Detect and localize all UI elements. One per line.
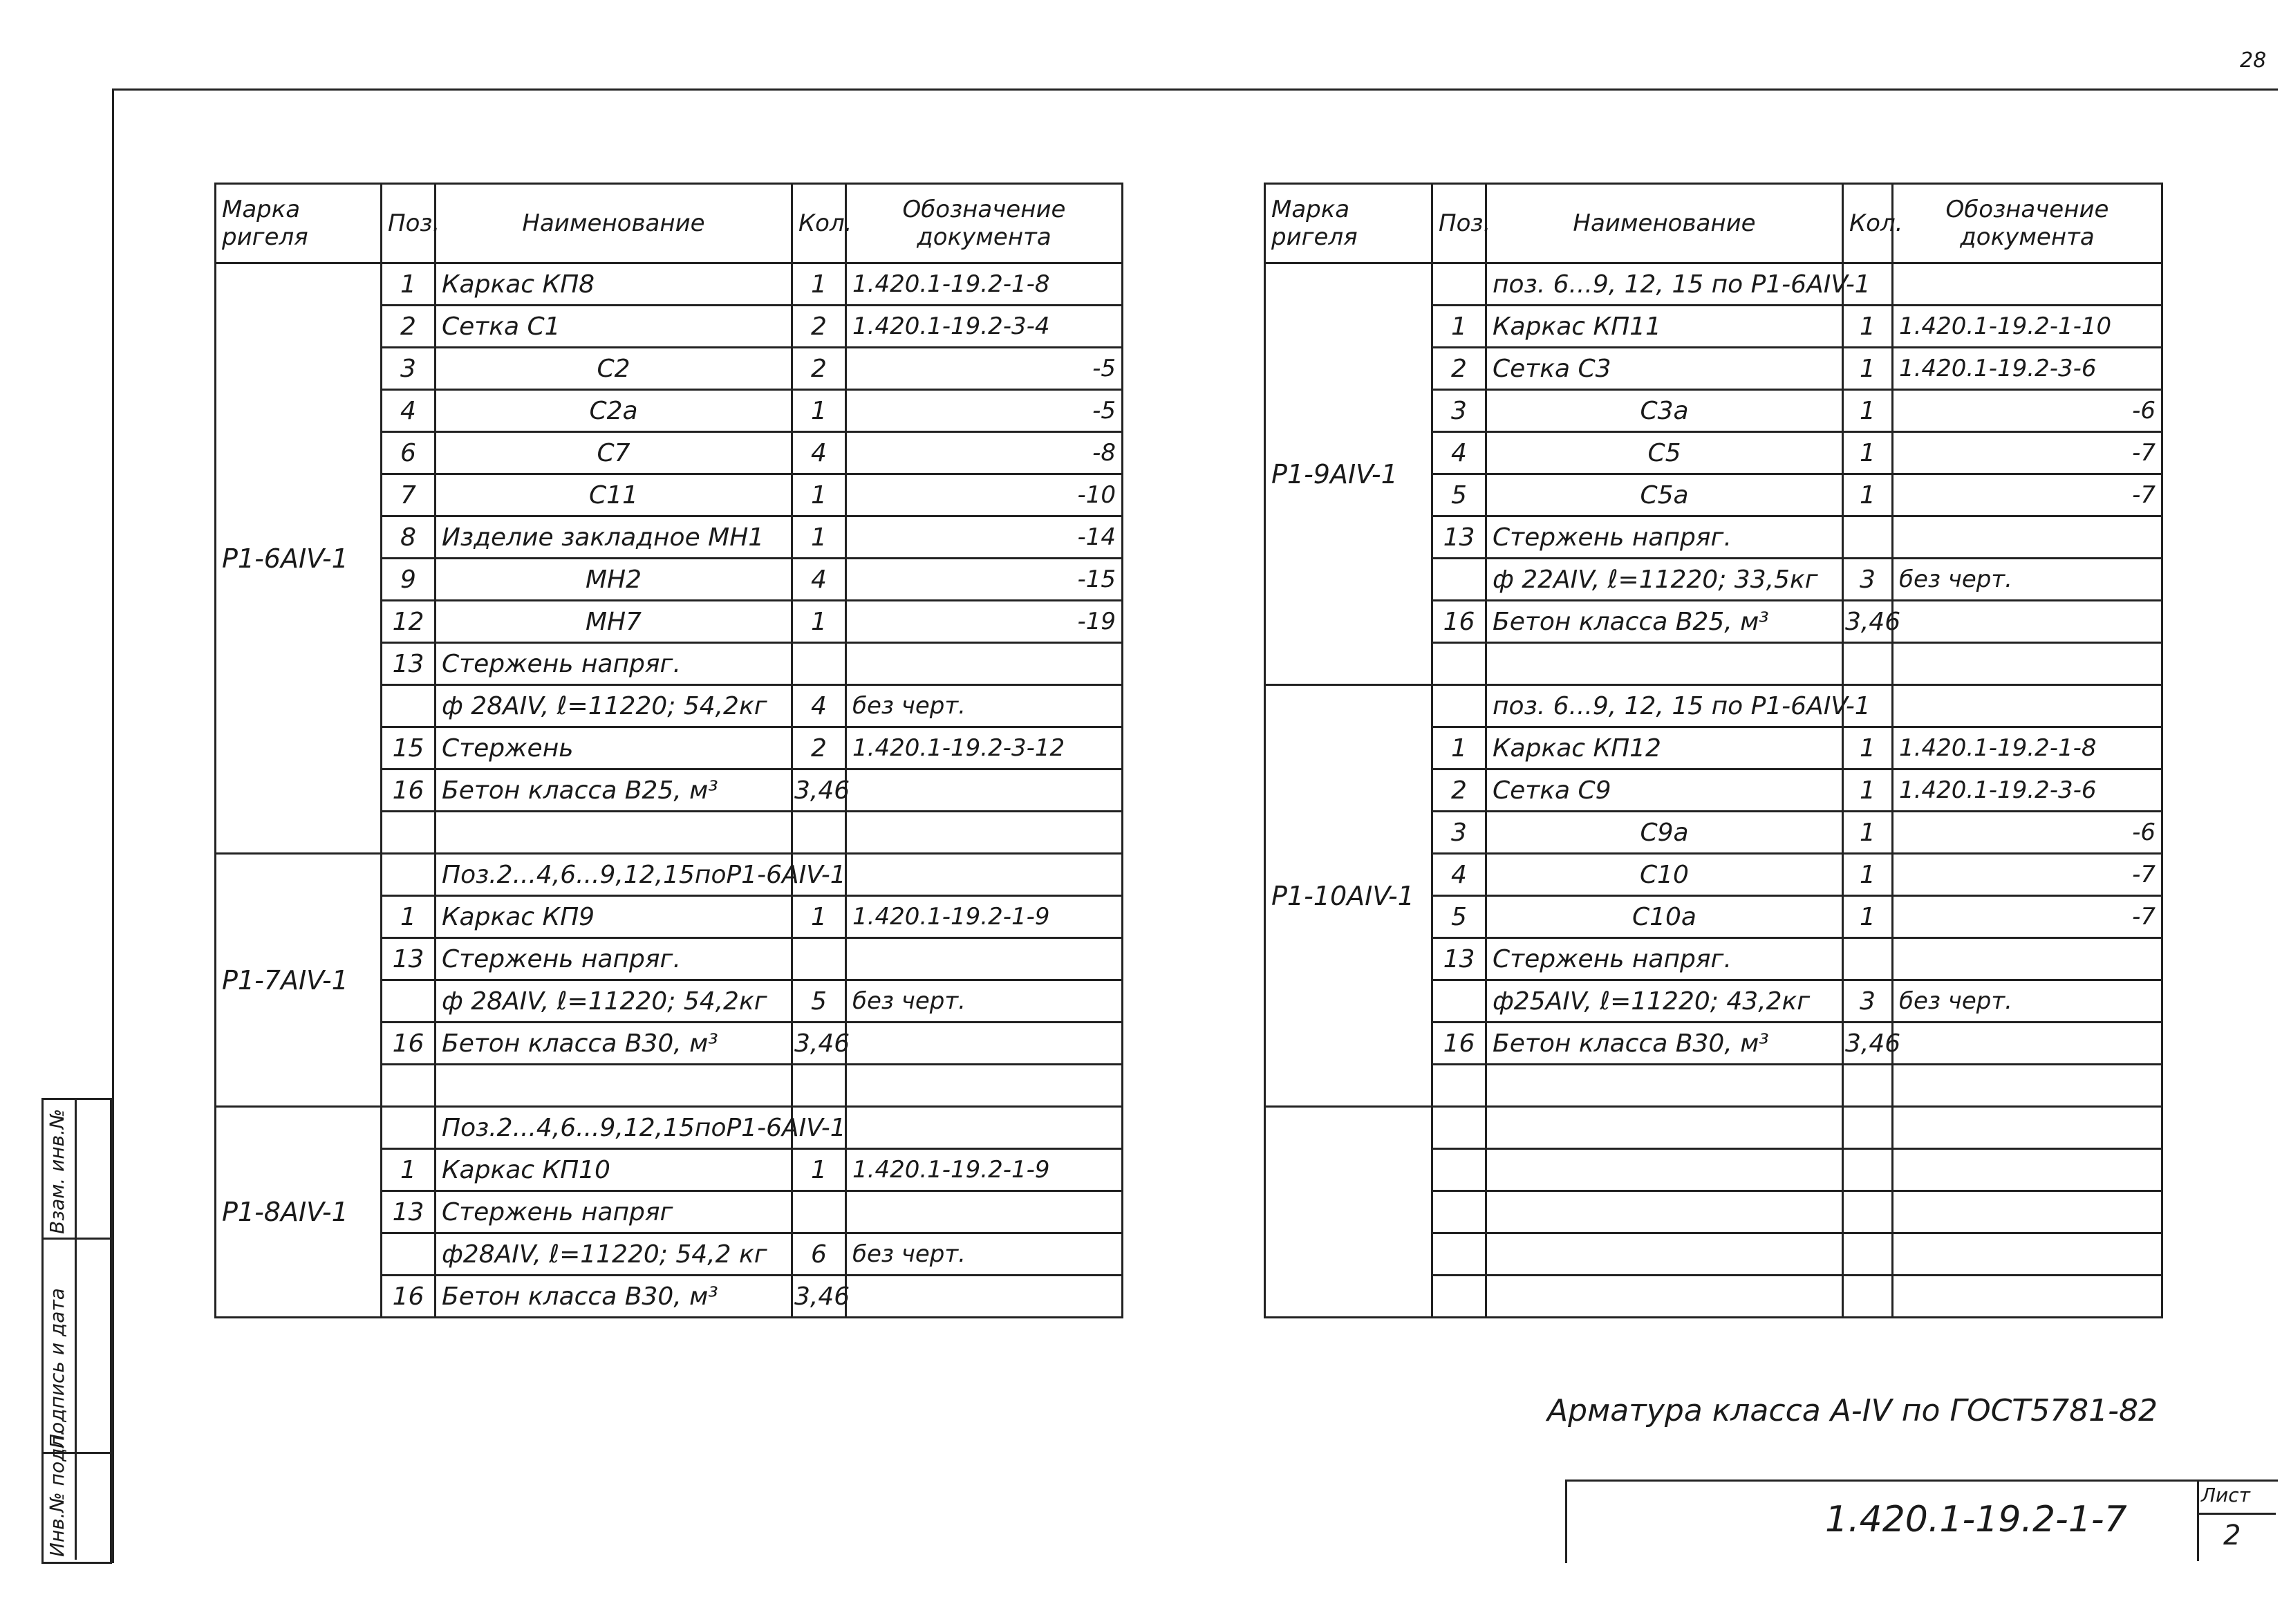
position-cell: 13: [382, 643, 436, 685]
quantity-cell: 2: [792, 306, 846, 348]
name-cell: Бетон класса В30, м³: [436, 1276, 792, 1318]
name-cell: [1486, 1276, 1843, 1318]
position-cell: 13: [382, 938, 436, 980]
table-row: [1265, 1107, 2162, 1149]
position-cell: 2: [1432, 769, 1486, 812]
table-row: [216, 1107, 1123, 1149]
name-cell: С10: [1486, 854, 1843, 896]
document-cell: -7: [1893, 896, 2162, 938]
name-cell: ф28АIV, ℓ=11220; 54,2 кг: [436, 1233, 792, 1276]
position-cell: [382, 980, 436, 1023]
quantity-cell: 1: [792, 601, 846, 643]
document-cell: 1.420.1-19.2-1-9: [846, 896, 1123, 938]
position-cell: 2: [382, 306, 436, 348]
position-cell: 6: [382, 432, 436, 474]
name-cell: ф 22АIV, ℓ=11220; 33,5кг: [1486, 559, 1843, 601]
name-cell: ф 28АIV, ℓ=11220; 54,2кг: [436, 980, 792, 1023]
side-label-inv-orig: Инв.№ подл.: [46, 1429, 68, 1557]
position-cell: [382, 854, 436, 896]
name-cell: С9а: [1486, 812, 1843, 854]
quantity-cell: [792, 1191, 846, 1233]
quantity-cell: 1: [1843, 348, 1893, 390]
quantity-cell: 1: [1843, 474, 1893, 516]
position-cell: 13: [1432, 516, 1486, 559]
document-cell: 1.420.1-19.2-1-8: [1893, 727, 2162, 769]
spec-table-right: [1264, 183, 2163, 1318]
name-cell: [1486, 1191, 1843, 1233]
position-cell: [1432, 1149, 1486, 1191]
header-pos: Поз.: [382, 184, 436, 263]
position-cell: 3: [1432, 812, 1486, 854]
table-row: [1265, 263, 2162, 306]
header-qty: Кол.: [792, 184, 846, 263]
position-cell: 7: [382, 474, 436, 516]
document-cell: -5: [846, 348, 1123, 390]
document-cell: [846, 643, 1123, 685]
name-cell: Бетон класса В30, м³: [436, 1023, 792, 1065]
document-cell: 1.420.1-19.2-1-10: [1893, 306, 2162, 348]
header-name: Наименование: [436, 184, 792, 263]
quantity-cell: 1: [1843, 854, 1893, 896]
document-cell: -6: [1893, 390, 2162, 432]
name-cell: Стержень напряг.: [1486, 516, 1843, 559]
name-cell: [1486, 643, 1843, 685]
name-cell: ф25АIV, ℓ=11220; 43,2кг: [1486, 980, 1843, 1023]
header-name: Наименование: [1486, 184, 1843, 263]
position-cell: [1432, 263, 1486, 306]
name-cell: С2: [436, 348, 792, 390]
table-row: [216, 263, 1123, 306]
position-cell: 1: [382, 1149, 436, 1191]
document-cell: [1893, 643, 2162, 685]
name-cell: поз. 6...9, 12, 15 по Р1-6АIV-1: [1486, 263, 1843, 306]
document-cell: без черт.: [846, 980, 1123, 1023]
name-cell: Поз.2...4,6...9,12,15поР1-6АIV-1: [436, 854, 792, 896]
document-cell: [846, 812, 1123, 854]
document-cell: [1893, 601, 2162, 643]
position-cell: [1432, 1191, 1486, 1233]
header-mark: Марка ригеля: [216, 184, 382, 263]
rigel-mark: Р1-9АIV-1: [1265, 263, 1432, 685]
name-cell: [436, 812, 792, 854]
name-cell: Каркас КП12: [1486, 727, 1843, 769]
document-cell: [846, 769, 1123, 812]
document-cell: -10: [846, 474, 1123, 516]
name-cell: ф 28АIV, ℓ=11220; 54,2кг: [436, 685, 792, 727]
name-cell: С3а: [1486, 390, 1843, 432]
side-divider-h1: [41, 1238, 110, 1240]
name-cell: Каркас КП9: [436, 896, 792, 938]
side-divider: [75, 1098, 77, 1560]
quantity-cell: [792, 812, 846, 854]
document-cell: 1.420.1-19.2-1-9: [846, 1149, 1123, 1191]
document-cell: -7: [1893, 854, 2162, 896]
quantity-cell: [1843, 1233, 1893, 1276]
rigel-mark: Р1-7АIV-1: [216, 854, 382, 1107]
name-cell: [1486, 1107, 1843, 1149]
name-cell: Стержень: [436, 727, 792, 769]
document-cell: 1.420.1-19.2-1-8: [846, 263, 1123, 306]
document-cell: 1.420.1-19.2-3-6: [1893, 769, 2162, 812]
quantity-cell: 1: [792, 896, 846, 938]
table-row: [216, 854, 1123, 896]
header-mark: Марка ригеля: [1265, 184, 1432, 263]
quantity-cell: [792, 643, 846, 685]
document-cell: [846, 938, 1123, 980]
quantity-cell: 2: [792, 727, 846, 769]
quantity-cell: 1: [1843, 769, 1893, 812]
position-cell: [382, 812, 436, 854]
position-cell: 13: [1432, 938, 1486, 980]
position-cell: 16: [382, 1023, 436, 1065]
position-cell: 15: [382, 727, 436, 769]
position-cell: [382, 1107, 436, 1149]
quantity-cell: 1: [792, 474, 846, 516]
document-cell: [1893, 1065, 2162, 1107]
document-cell: [1893, 1149, 2162, 1191]
document-cell: -6: [1893, 812, 2162, 854]
position-cell: [1432, 559, 1486, 601]
quantity-cell: 1: [1843, 896, 1893, 938]
document-cell: [1893, 1276, 2162, 1318]
name-cell: Бетон класса В25, м³: [1486, 601, 1843, 643]
position-cell: 8: [382, 516, 436, 559]
quantity-cell: [1843, 1191, 1893, 1233]
position-cell: [1432, 1233, 1486, 1276]
quantity-cell: [792, 1065, 846, 1107]
position-cell: 16: [382, 769, 436, 812]
quantity-cell: [1843, 1065, 1893, 1107]
position-cell: 4: [382, 390, 436, 432]
quantity-cell: 1: [1843, 812, 1893, 854]
name-cell: Стержень напряг: [436, 1191, 792, 1233]
name-cell: Стержень напряг.: [436, 643, 792, 685]
quantity-cell: 5: [792, 980, 846, 1023]
document-cell: -7: [1893, 474, 2162, 516]
side-label-sign-date: Подпись и дата: [46, 1288, 68, 1448]
name-cell: С11: [436, 474, 792, 516]
document-cell: без черт.: [846, 1233, 1123, 1276]
document-cell: [1893, 1023, 2162, 1065]
position-cell: [382, 1065, 436, 1107]
position-cell: 12: [382, 601, 436, 643]
quantity-cell: 6: [792, 1233, 846, 1276]
document-cell: -19: [846, 601, 1123, 643]
position-cell: [1432, 1276, 1486, 1318]
quantity-cell: 3,46: [792, 1276, 846, 1318]
name-cell: Сетка С9: [1486, 769, 1843, 812]
position-cell: 16: [1432, 601, 1486, 643]
position-cell: [1432, 980, 1486, 1023]
rigel-mark: Р1-10АIV-1: [1265, 685, 1432, 1107]
quantity-cell: 3,46: [792, 769, 846, 812]
quantity-cell: 1: [792, 516, 846, 559]
side-label-replace-inv: Взам. инв.№: [46, 1108, 68, 1234]
position-cell: [1432, 685, 1486, 727]
rigel-mark: [1265, 1107, 1432, 1318]
position-cell: 2: [1432, 348, 1486, 390]
quantity-cell: 4: [792, 685, 846, 727]
position-cell: 3: [382, 348, 436, 390]
quantity-cell: 3,46: [1843, 1023, 1893, 1065]
quantity-cell: 3: [1843, 559, 1893, 601]
quantity-cell: [1843, 516, 1893, 559]
position-cell: 1: [1432, 727, 1486, 769]
document-cell: [1893, 1191, 2162, 1233]
header-doc: Обозначение документа: [1893, 184, 2162, 263]
document-cell: [846, 854, 1123, 896]
document-cell: [1893, 263, 2162, 306]
position-cell: 4: [1432, 854, 1486, 896]
name-cell: Сетка С3: [1486, 348, 1843, 390]
name-cell: С5: [1486, 432, 1843, 474]
document-cell: [846, 1191, 1123, 1233]
document-cell: [846, 1023, 1123, 1065]
spec-table-left: [214, 183, 1123, 1318]
document-cell: 1.420.1-19.2-3-6: [1893, 348, 2162, 390]
document-cell: -15: [846, 559, 1123, 601]
header-pos: Поз.: [1432, 184, 1486, 263]
name-cell: МН7: [436, 601, 792, 643]
name-cell: [1486, 1065, 1843, 1107]
position-cell: 1: [382, 896, 436, 938]
document-cell: [1893, 938, 2162, 980]
name-cell: Изделие закладное МН1: [436, 516, 792, 559]
sheet-divider: [2197, 1513, 2276, 1515]
document-cell: -14: [846, 516, 1123, 559]
name-cell: Бетон класса В30, м³: [1486, 1023, 1843, 1065]
quantity-cell: 4: [792, 559, 846, 601]
quantity-cell: 1: [1843, 727, 1893, 769]
position-cell: 4: [1432, 432, 1486, 474]
name-cell: [1486, 1149, 1843, 1191]
rigel-mark: Р1-6АIV-1: [216, 263, 382, 854]
position-cell: 9: [382, 559, 436, 601]
quantity-cell: 1: [792, 1149, 846, 1191]
header-doc: Обозначение документа: [846, 184, 1123, 263]
position-cell: 3: [1432, 390, 1486, 432]
position-cell: 1: [1432, 306, 1486, 348]
name-cell: Бетон класса В25, м³: [436, 769, 792, 812]
document-cell: -7: [1893, 432, 2162, 474]
quantity-cell: [1843, 1276, 1893, 1318]
quantity-cell: [1843, 938, 1893, 980]
name-cell: С7: [436, 432, 792, 474]
name-cell: Стержень напряг.: [1486, 938, 1843, 980]
position-cell: [1432, 1065, 1486, 1107]
document-cell: 1.420.1-19.2-3-4: [846, 306, 1123, 348]
quantity-cell: [1843, 1149, 1893, 1191]
document-cell: без черт.: [1893, 980, 2162, 1023]
quantity-cell: 1: [1843, 432, 1893, 474]
document-cell: [846, 1276, 1123, 1318]
name-cell: Каркас КП8: [436, 263, 792, 306]
document-code: 1.420.1-19.2-1-7: [1825, 1499, 2127, 1540]
quantity-cell: [792, 938, 846, 980]
document-cell: [1893, 516, 2162, 559]
rigel-mark: Р1-8АIV-1: [216, 1107, 382, 1318]
position-cell: 5: [1432, 474, 1486, 516]
quantity-cell: 1: [1843, 306, 1893, 348]
position-cell: 1: [382, 263, 436, 306]
quantity-cell: 2: [792, 348, 846, 390]
position-cell: [1432, 643, 1486, 685]
quantity-cell: 3: [1843, 980, 1893, 1023]
document-cell: [1893, 1107, 2162, 1149]
sheet-number: 2: [2223, 1520, 2241, 1551]
document-cell: без черт.: [846, 685, 1123, 727]
quantity-cell: [1843, 643, 1893, 685]
document-cell: 1.420.1-19.2-3-12: [846, 727, 1123, 769]
name-cell: МН2: [436, 559, 792, 601]
document-cell: [1893, 1233, 2162, 1276]
document-cell: [846, 1107, 1123, 1149]
name-cell: Каркас КП11: [1486, 306, 1843, 348]
name-cell: Сетка С1: [436, 306, 792, 348]
quantity-cell: 1: [792, 390, 846, 432]
document-cell: -8: [846, 432, 1123, 474]
position-cell: 5: [1432, 896, 1486, 938]
document-cell: [846, 1065, 1123, 1107]
position-cell: [382, 685, 436, 727]
name-cell: [436, 1065, 792, 1107]
name-cell: Каркас КП10: [436, 1149, 792, 1191]
quantity-cell: 1: [1843, 390, 1893, 432]
document-cell: без черт.: [1893, 559, 2162, 601]
position-cell: [1432, 1107, 1486, 1149]
position-cell: [382, 1233, 436, 1276]
name-cell: [1486, 1233, 1843, 1276]
position-cell: 16: [1432, 1023, 1486, 1065]
page-number: 28: [2240, 48, 2267, 73]
header-qty: Кол.: [1843, 184, 1893, 263]
name-cell: Стержень напряг.: [436, 938, 792, 980]
document-cell: [1893, 685, 2162, 727]
position-cell: 16: [382, 1276, 436, 1318]
quantity-cell: 3,46: [1843, 601, 1893, 643]
reinforcement-note: Арматура класса А-IV по ГОСТ5781-82: [1547, 1393, 2158, 1428]
name-cell: С5а: [1486, 474, 1843, 516]
name-cell: поз. 6...9, 12, 15 по Р1-6АIV-1: [1486, 685, 1843, 727]
document-cell: -5: [846, 390, 1123, 432]
quantity-cell: 3,46: [792, 1023, 846, 1065]
quantity-cell: 1: [792, 263, 846, 306]
name-cell: Поз.2...4,6...9,12,15поР1-6АIV-1: [436, 1107, 792, 1149]
sheet-label: Лист: [2201, 1484, 2250, 1506]
name-cell: С2а: [436, 390, 792, 432]
quantity-cell: 4: [792, 432, 846, 474]
position-cell: 13: [382, 1191, 436, 1233]
table-row: [1265, 685, 2162, 727]
name-cell: С10а: [1486, 896, 1843, 938]
quantity-cell: [1843, 1107, 1893, 1149]
